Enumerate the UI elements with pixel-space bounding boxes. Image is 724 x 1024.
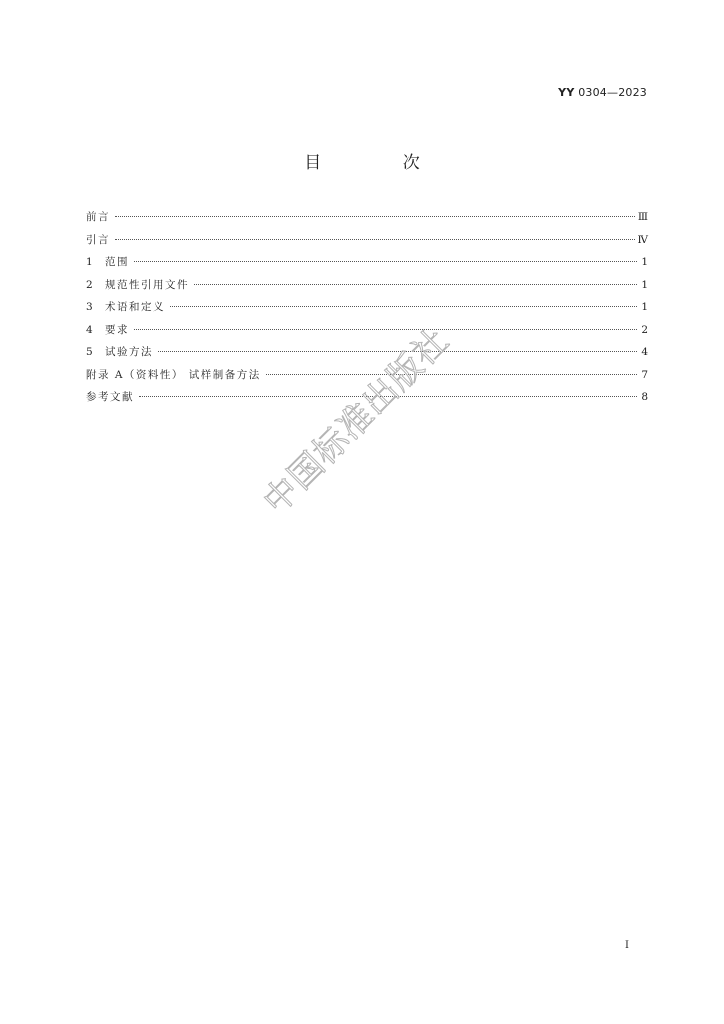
standard-code — [558, 86, 647, 99]
toc-entry-label: 范围 — [105, 256, 129, 268]
toc-entry-introduction[interactable] — [86, 229, 648, 252]
toc-entry-page: 7 — [641, 368, 648, 381]
toc-leader-dots — [170, 306, 637, 307]
toc-entry-label: 参考文献 — [86, 391, 134, 403]
toc-title: 目 次 — [304, 153, 458, 173]
toc-entry-number: 2 — [86, 278, 93, 291]
toc-entry-page: 1 — [641, 301, 648, 313]
standard-number: 0304—2023 — [578, 86, 647, 99]
toc-leader-dots — [134, 329, 637, 330]
toc-entry-test-methods[interactable] — [86, 341, 648, 364]
toc-entry-page: 8 — [641, 391, 648, 403]
toc-entry-label: 规范性引用文件 — [105, 278, 189, 291]
toc-entry-page: Ⅳ — [637, 233, 648, 246]
toc-entry-terms-definitions[interactable] — [86, 296, 648, 319]
toc-leader-dots — [115, 239, 635, 240]
toc-entry-label: 引言 — [86, 233, 110, 246]
toc-leader-dots — [266, 374, 637, 375]
toc-entry-foreword[interactable] — [86, 206, 648, 229]
toc-entry-number: 4 — [86, 323, 93, 336]
publisher-watermark: 中国标准出版社 — [255, 320, 458, 522]
toc-leader-dots — [194, 284, 637, 285]
toc-entry-label: 附录 A（资料性） 试样制备方法 — [86, 368, 261, 381]
toc-entry-scope[interactable] — [86, 251, 648, 274]
toc-entry-requirements[interactable] — [86, 319, 648, 342]
toc-entry-number: 3 — [86, 301, 93, 313]
toc-entry-normative-references[interactable] — [86, 274, 648, 297]
toc-leader-dots — [134, 261, 637, 262]
toc-entry-page: Ⅲ — [637, 211, 648, 223]
toc-entry-page: 2 — [641, 323, 648, 336]
page-number: Ⅰ — [625, 940, 629, 951]
toc-entry-page: 4 — [641, 346, 648, 358]
standard-prefix: YY — [558, 86, 575, 99]
toc-entry-number: 5 — [86, 346, 93, 358]
toc-entry-label: 要求 — [105, 323, 129, 336]
toc-entry-number: 1 — [86, 256, 93, 268]
toc-entry-label: 术语和定义 — [105, 301, 165, 313]
toc-entry-label: 试验方法 — [105, 346, 153, 358]
toc-entry-page: 1 — [641, 256, 648, 268]
toc-entry-label: 前言 — [86, 211, 110, 223]
toc-entry-page: 1 — [641, 278, 648, 291]
toc-leader-dots — [115, 216, 635, 217]
